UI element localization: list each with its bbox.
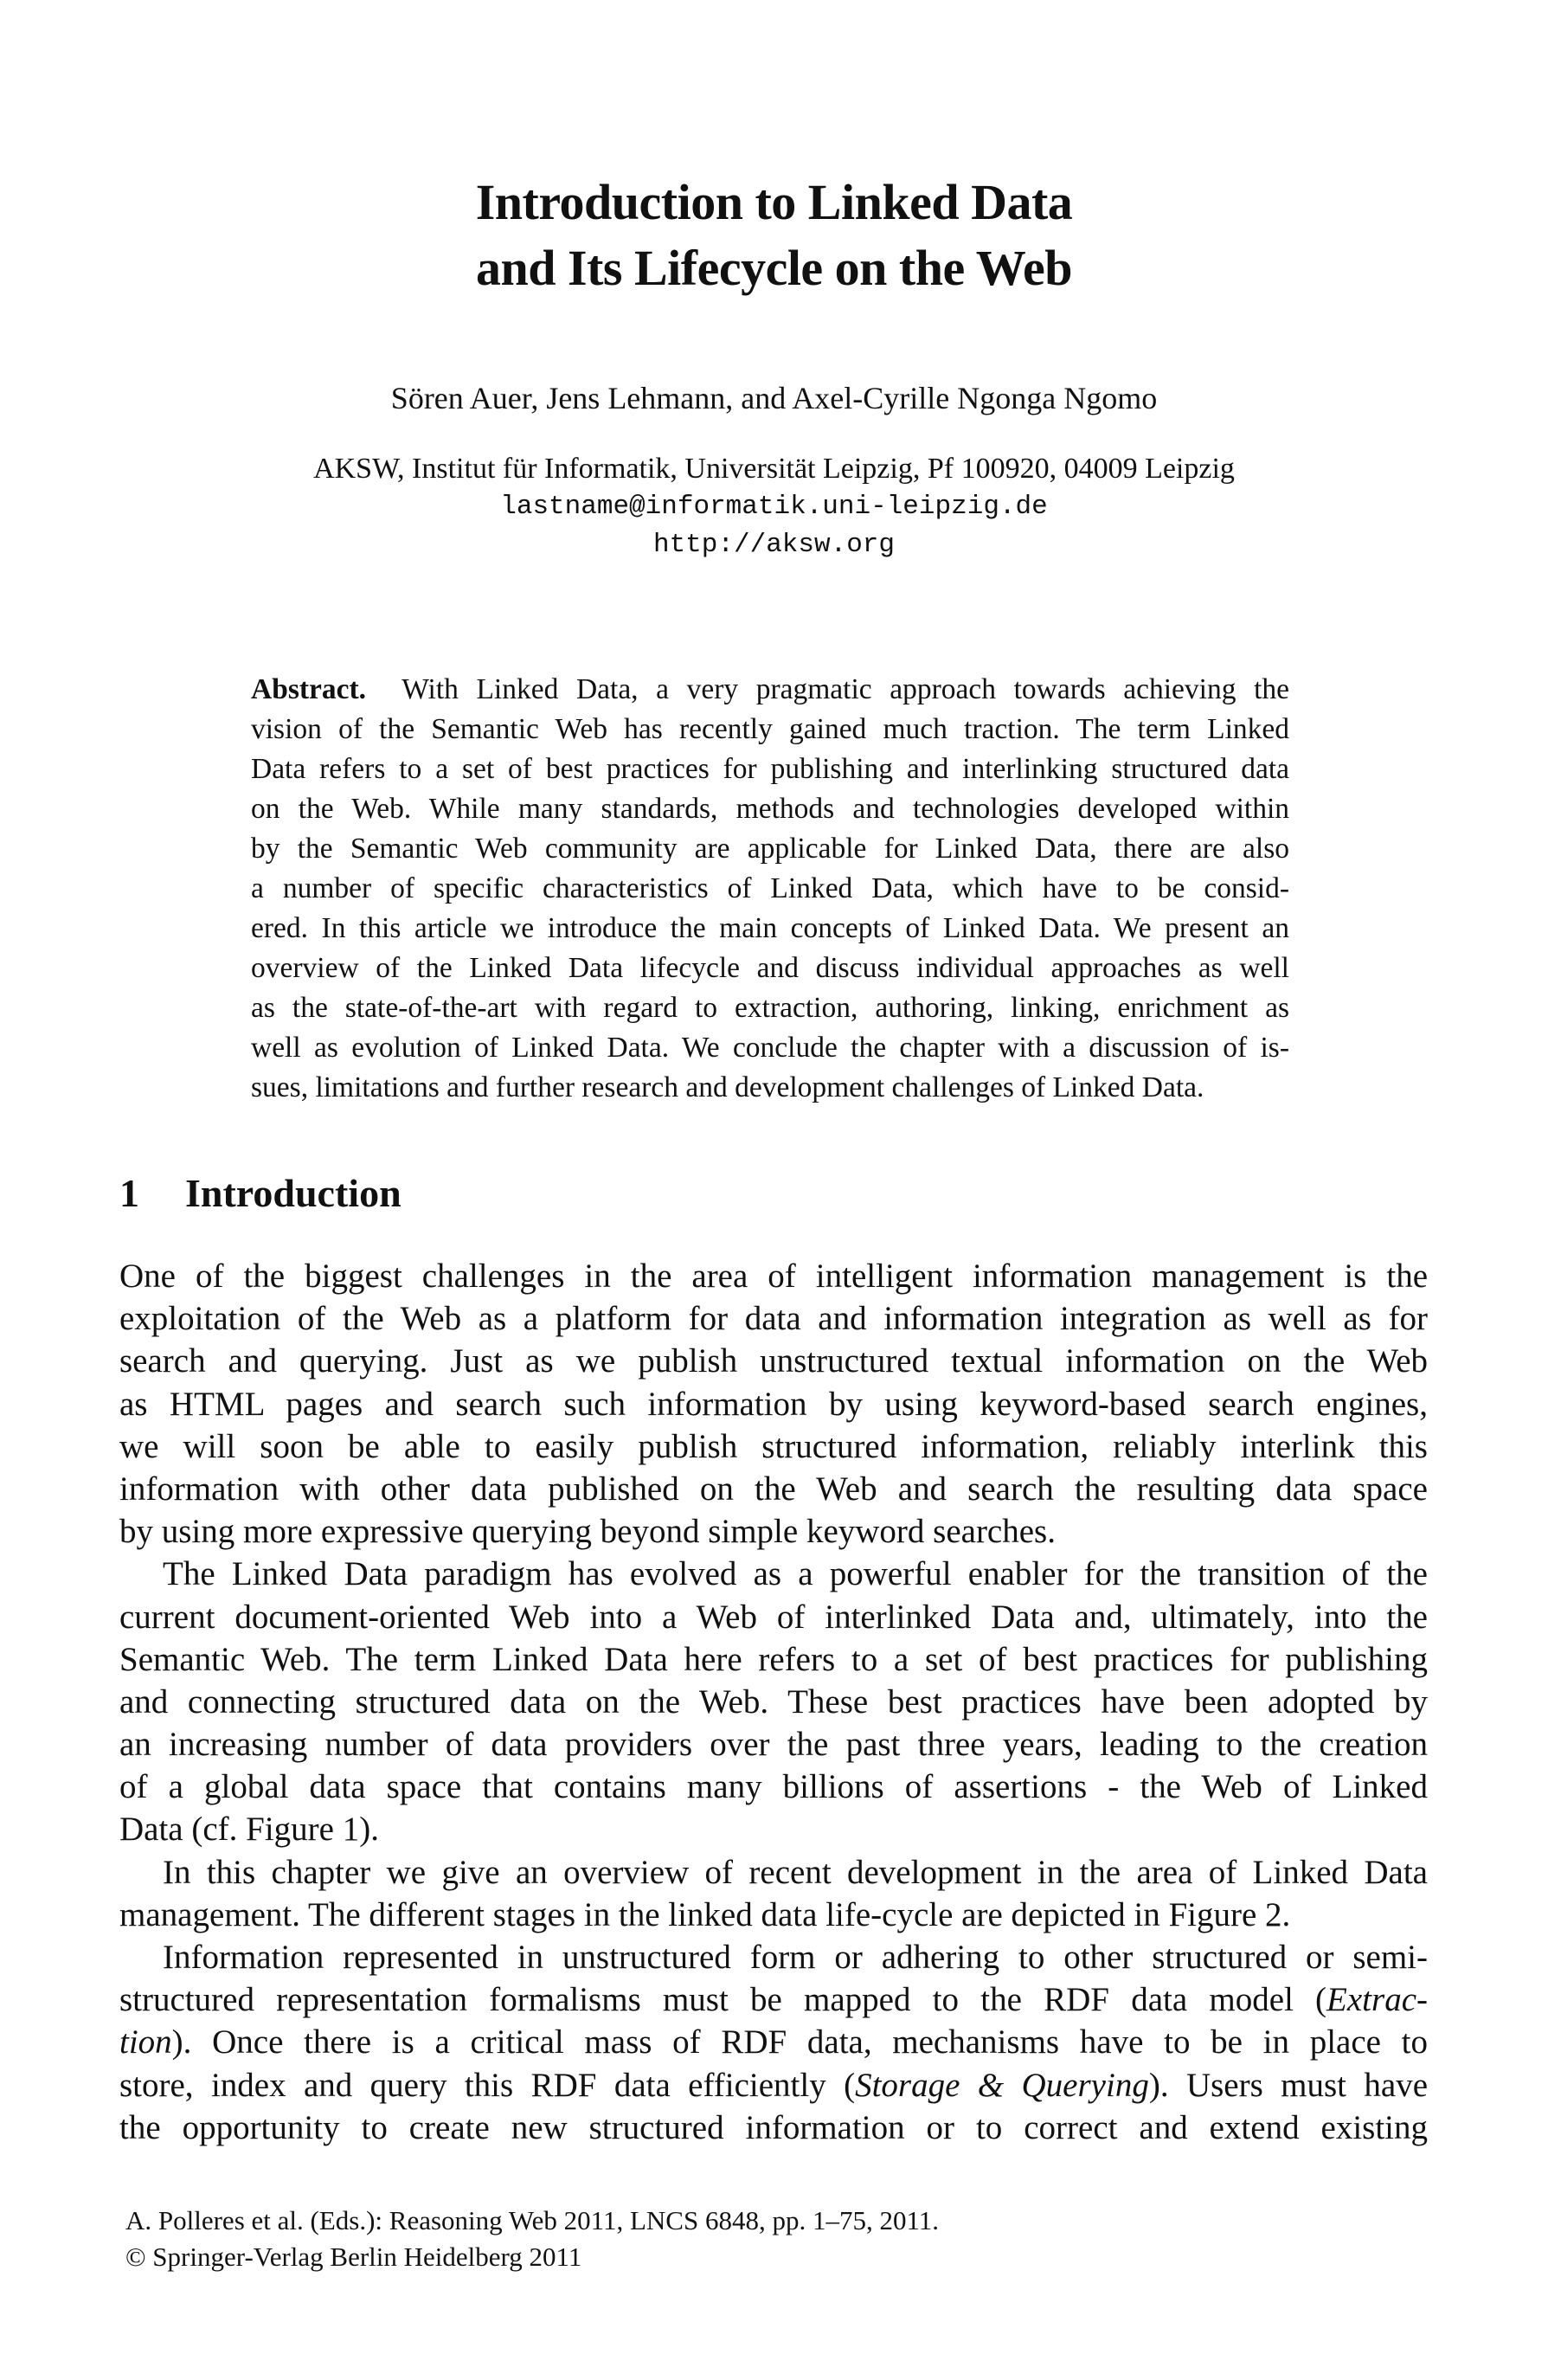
- body-line: store, index and query this RDF data efficiently (Storage & Querying). Users must have: [119, 2066, 1429, 2104]
- affiliation: AKSW, Institut für Informatik, Universität Leipzig, Pf 100920, 04009 Leipzig: [313, 453, 1235, 485]
- emphasis-extraction-cont: tion: [119, 2023, 172, 2062]
- body-line: by using more expressive querying beyond simple keyword searches.: [119, 1513, 1056, 1551]
- abstract-line: vision of the Semantic Web has recently gained much traction. The term Linked: [251, 713, 1289, 745]
- body-line: search and querying. Just as we publish unstructured textual information on the Web: [119, 1342, 1428, 1380]
- emphasis-extraction: Extrac-: [1326, 1981, 1428, 2019]
- citation: A. Polleres et al. (Eds.): Reasoning Web 2011, LNCS 6848, pp. 1–75, 2011.: [125, 2205, 940, 2235]
- section-number: 1: [119, 1171, 139, 1215]
- emphasis-storage-querying: Storage & Querying: [855, 2066, 1149, 2104]
- body-line: One of the biggest challenges in the area of intelligent information management is the: [119, 1258, 1428, 1295]
- body-line: The Linked Data paradigm has evolved as a powerful enabler for the transition of the: [163, 1555, 1428, 1593]
- abstract-line: on the Web. While many standards, methods and technologies developed within: [251, 793, 1289, 825]
- abstract: [251, 670, 1289, 1108]
- body-line: Data (cf. Figure 1).: [119, 1811, 379, 1849]
- copyright: © Springer-Verlag Berlin Heidelberg 2011: [125, 2242, 582, 2272]
- body-line: and connecting structured data on the Web. These best practices have been adopted by: [119, 1682, 1428, 1721]
- body-line: exploitation of the Web as a platform for data and information integration as well as for: [119, 1300, 1428, 1338]
- body-line: we will soon be able to easily publish structured information, reliably interlink this: [119, 1427, 1428, 1465]
- abstract-line: a number of specific characteristics of Linked Data, which have to be consid-: [251, 872, 1289, 904]
- abstract-line: Abstract. With Linked Data, a very pragmatic approach towards achieving the: [251, 673, 1289, 705]
- body-line: tion). Once there is a critical mass of RDF data, mechanisms have to be in place to: [119, 2023, 1428, 2062]
- abstract-line: ered. In this article we introduce the main concepts of Linked Data. We present an: [251, 912, 1289, 944]
- email: lastname@informatik.uni-leipzig.de: [500, 492, 1048, 522]
- footnote: [125, 2203, 939, 2275]
- body-line: In this chapter we give an overview of recent development in the area of Linked Data: [163, 1853, 1428, 1891]
- body-line: as HTML pages and search such information by using keyword-based search engines,: [119, 1385, 1428, 1423]
- website-url: http://aksw.org: [652, 530, 896, 560]
- abstract-label: Abstract.: [251, 673, 367, 705]
- authors: Sören Auer, Jens Lehmann, and Axel-Cyrille Ngonga Ngomo: [390, 381, 1158, 415]
- body-line: management. The different stages in the linked data life-cycle are depicted in Figure 2.: [119, 1895, 1291, 1933]
- body-line: of a global data space that contains many billions of assertions - the Web of Linked: [119, 1768, 1428, 1806]
- title-line-2: and Its Lifecycle on the Web: [476, 240, 1072, 296]
- abstract-line: by the Semantic Web community are applicable for Linked Data, there are also: [251, 833, 1289, 865]
- section-title: Introduction: [185, 1171, 401, 1215]
- title-line-1: Introduction to Linked Data: [475, 174, 1073, 230]
- abstract-line: Data refers to a set of best practices for publishing and interlinking structured data: [251, 753, 1289, 785]
- affiliation-block: [0, 450, 1548, 564]
- body-line: current document-oriented Web into a Web of interlinked Data and, ultimately, into the: [119, 1598, 1428, 1636]
- abstract-line: overview of the Linked Data lifecycle and discuss individual approaches as well: [251, 952, 1289, 984]
- body-line: Information represented in unstructured form or adhering to other structured or semi-: [163, 1939, 1428, 1976]
- paper-title: [0, 170, 1548, 301]
- body-line: Semantic Web. The term Linked Data here refers to a set of best practices for publishing: [119, 1640, 1428, 1678]
- section-heading: [119, 1170, 401, 1216]
- body-line: information with other data published on the Web and search the resulting data space: [119, 1470, 1428, 1508]
- body-line: structured representation formalisms must be mapped to the RDF data model (Extrac-: [119, 1981, 1428, 2019]
- abstract-line: as the state-of-the-art with regard to extraction, authoring, linking, enrichment as: [251, 992, 1289, 1024]
- body-line: the opportunity to create new structured information or to correct and extend existing: [119, 2108, 1428, 2146]
- abstract-line: sues, limitations and further research and development challenges of Linked Data.: [251, 1071, 1204, 1103]
- body-line: an increasing number of data providers over the past three years, leading to the creation: [119, 1726, 1428, 1764]
- section-body: [119, 1255, 1428, 2149]
- abstract-line: well as evolution of Linked Data. We conclude the chapter with a discussion of is-: [251, 1032, 1289, 1064]
